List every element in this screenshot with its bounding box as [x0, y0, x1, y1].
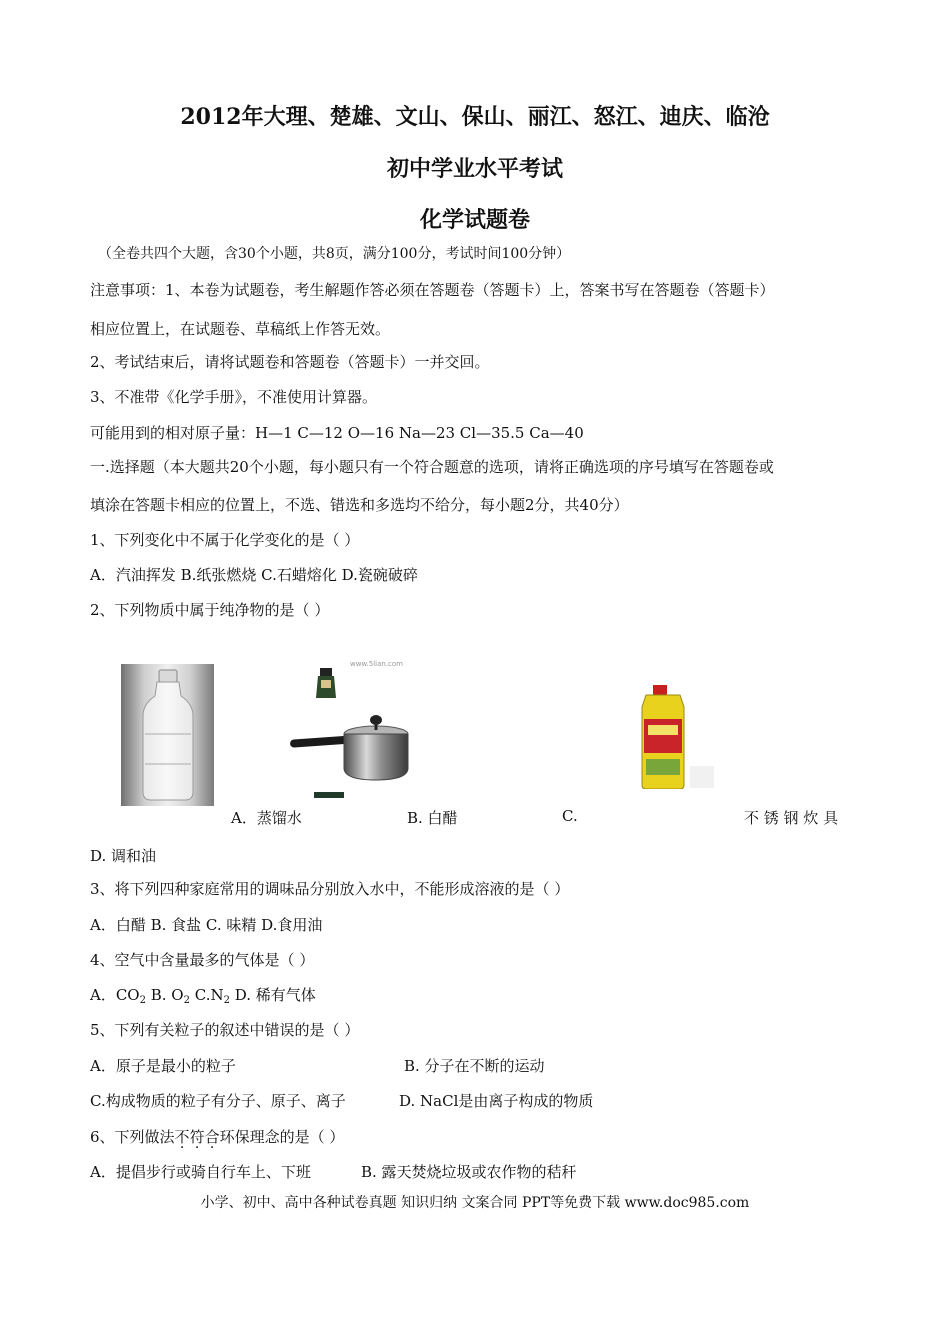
- q2-stem: 2、下列物质中属于纯净物的是（ ）: [90, 601, 330, 619]
- q1-options: A．汽油挥发 B.纸张燃烧 C.石蜡熔化 D.瓷碗破碎: [90, 566, 418, 584]
- cooking-oil-image: [638, 685, 688, 789]
- note-1b: 相应位置上，在试题卷、草稿纸上作答无效。: [90, 320, 391, 338]
- exam-info: （全卷共四个大题，含30个小题，共8页，满分100分，考试时间100分钟）: [98, 246, 571, 262]
- section1-instructions-1: 一.选择题（本大题共20个小题，每小题只有一个符合题意的选项，请将正确选项的序号填写在答题卷或: [90, 458, 774, 476]
- q6-stem: 6、下列做法不符合环保理念的是（ ）: [90, 1128, 345, 1146]
- q4-options: A．$CO_2$ B. $O_2$ $C.N_2$ D. 稀有气体: [90, 986, 316, 1006]
- q6-option-a: A．提倡步行或骑自行车上、下班: [90, 1163, 311, 1181]
- q2-option-d: D. 调和油: [90, 847, 157, 865]
- q4-option-a: A．CO: [90, 986, 140, 1004]
- q2-option-b: B. 白醋: [407, 809, 458, 827]
- q2-option-a: A．蒸馏水: [231, 809, 302, 827]
- emphasis-char: 不: [174, 1128, 190, 1146]
- exam-title-line3: 化学试题卷: [419, 207, 530, 233]
- q6-option-b: B. 露天焚烧垃圾或农作物的秸秆: [361, 1163, 577, 1181]
- exam-title-line2: 初中学业水平考试: [386, 156, 563, 182]
- emphasis-dotted-text: [175, 1128, 220, 1146]
- q3-stem: 3、将下列四种家庭常用的调味品分别放入水中，不能形成溶液的是（ ）: [90, 880, 570, 898]
- note-3: 3、不准带《化学手册》，不准使用计算器。: [90, 388, 378, 406]
- image-watermark: www.5lian.com: [350, 660, 404, 668]
- steel-pot-image: [286, 700, 416, 800]
- q4-option-b: B. O: [145, 986, 184, 1004]
- q2-option-c-text: 不 锈 钢 炊 具: [744, 809, 839, 827]
- q5-option-d: D. NaCl是由离子构成的物质: [399, 1092, 594, 1110]
- emphasis-char: 合: [204, 1128, 220, 1146]
- q1-stem: 1、下列变化中不属于化学变化的是（ ）: [90, 531, 360, 549]
- q4-option-d: D. 稀有气体: [229, 986, 316, 1004]
- note-1a: 注意事项：1、本卷为试题卷，考生解题作答必须在答题卷（答题卡）上，答案书写在答题卷（答题卡）: [90, 281, 775, 299]
- q5-option-a: A．原子是最小的粒子: [90, 1057, 236, 1075]
- q5-stem: 5、下列有关粒子的叙述中错误的是（ ）: [90, 1021, 360, 1039]
- q4-stem: 4、空气中含量最多的气体是（ ）: [90, 951, 315, 969]
- vinegar-bottle-image: [314, 668, 338, 698]
- q3-options: A．白醋 B. 食盐 C. 味精 D.食用油: [90, 916, 323, 934]
- note-2: 2、考试结束后，请将试题卷和答题卷（答题卡）一并交回。: [90, 353, 490, 371]
- q5-option-b: B. 分子在不断的运动: [404, 1057, 545, 1075]
- emphasis-char: 符: [189, 1128, 205, 1146]
- exam-title-line1: 2012年大理、楚雄、文山、保山、丽江、怒江、迪庆、临沧: [180, 104, 770, 130]
- water-bottle-image: [121, 664, 214, 806]
- q2-option-c: C.: [562, 807, 578, 825]
- q4-option-c: C.N: [189, 986, 224, 1004]
- atomic-masses: 可能用到的相对原子量：H—1 C—12 O—16 Na—23 Cl—35.5 Ca—40: [90, 424, 584, 442]
- page-footer: 小学、初中、高中各种试卷真题 知识归纳 文案合同 PPT等免费下载 www.doc985.com: [200, 1195, 750, 1211]
- section1-instructions-2: 填涂在答题卡相应的位置上，不选、错选和多选均不给分，每小题2分，共40分）: [90, 496, 629, 514]
- q5-option-c: C.构成物质的粒子有分子、原子、离子: [90, 1092, 346, 1110]
- image-fragment: [690, 766, 714, 788]
